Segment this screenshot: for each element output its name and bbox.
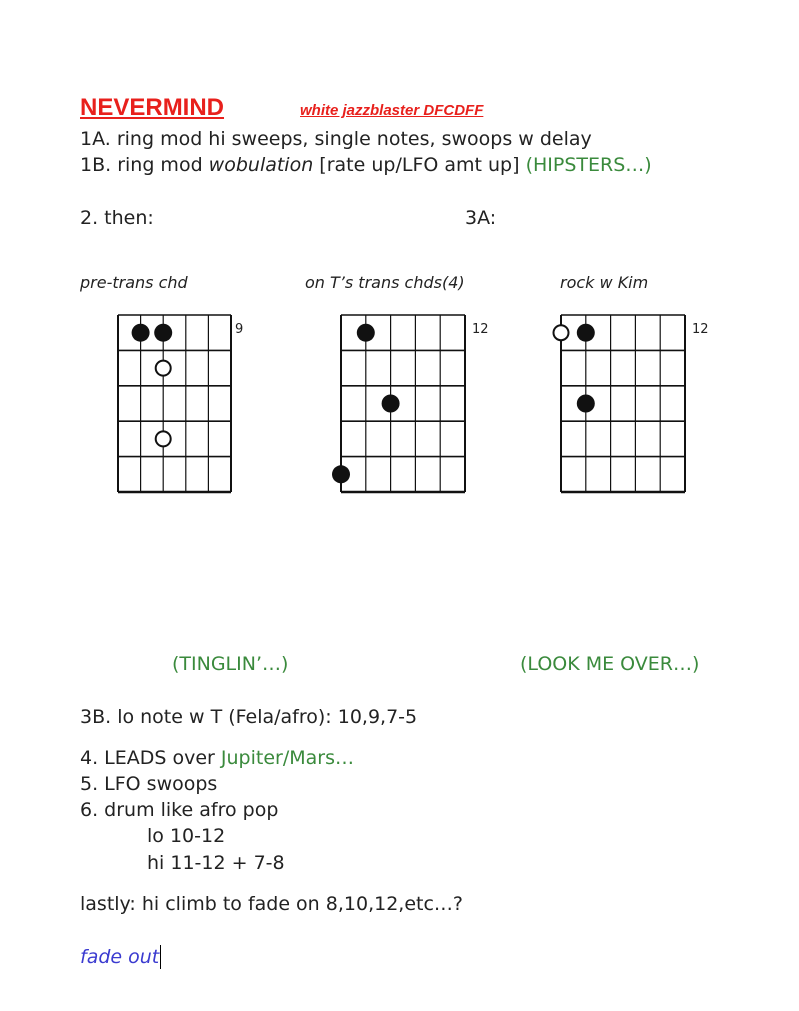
fade-out-label: fade out xyxy=(80,946,160,968)
song-title: NEVERMIND xyxy=(80,94,225,121)
step-1a: 1A. ring mod hi sweeps, single notes, swoops w delay xyxy=(80,128,592,150)
step-1b-rest: [rate up/LFO amt up] xyxy=(313,154,526,176)
open-dot xyxy=(156,361,171,376)
finger-dot xyxy=(332,465,350,483)
fret-number-3: 12 xyxy=(692,322,709,337)
fade-out-text[interactable] xyxy=(80,945,161,969)
chord-label-3: rock w Kim xyxy=(560,273,649,292)
step-6-hi: hi 11-12 + 7-8 xyxy=(147,852,285,874)
finger-dot xyxy=(357,324,375,342)
chord-diagram-3 xyxy=(560,314,686,494)
open-dot xyxy=(156,431,171,446)
look-me-over-cue: (LOOK ME OVER…) xyxy=(520,653,700,675)
chord-diagram-2 xyxy=(340,314,466,494)
step-3b: 3B. lo note w T (Fela/afro): 10,9,7-5 xyxy=(80,706,418,728)
step-5: 5. LFO swoops xyxy=(80,773,218,795)
step-4-text: 4. LEADS over xyxy=(80,747,221,769)
step-4 xyxy=(80,747,354,769)
finger-dot xyxy=(577,395,595,413)
step-6-lo: lo 10-12 xyxy=(147,825,226,847)
guitar-tuning-subtitle: white jazzblaster DFCDFF xyxy=(300,102,484,119)
step-4-note: Jupiter/Mars… xyxy=(220,747,354,769)
step-1b-note: (HIPSTERS…) xyxy=(525,154,652,176)
step-2: 2. then: xyxy=(80,207,154,229)
chord-label-1: pre-trans chd xyxy=(80,273,188,292)
chord-label-2: on T’s trans chds(4) xyxy=(305,273,465,292)
open-dot xyxy=(554,325,569,340)
finger-dot xyxy=(154,324,172,342)
finger-dot xyxy=(132,324,150,342)
chord-diagram-1 xyxy=(117,314,232,494)
text-cursor xyxy=(160,945,161,969)
step-1b-text: 1B. ring mod xyxy=(80,154,209,176)
step-3a: 3A: xyxy=(465,207,497,229)
step-6: 6. drum like afro pop xyxy=(80,799,279,821)
finger-dot xyxy=(577,324,595,342)
step-1b-italic: wobulation xyxy=(208,154,314,176)
tinglin-cue: (TINGLIN’…) xyxy=(172,653,289,675)
step-1b xyxy=(80,154,652,176)
fret-number-2: 12 xyxy=(472,322,489,337)
lastly-note: lastly: hi climb to fade on 8,10,12,etc…? xyxy=(80,893,463,915)
fret-number-1: 9 xyxy=(235,322,244,337)
finger-dot xyxy=(382,395,400,413)
